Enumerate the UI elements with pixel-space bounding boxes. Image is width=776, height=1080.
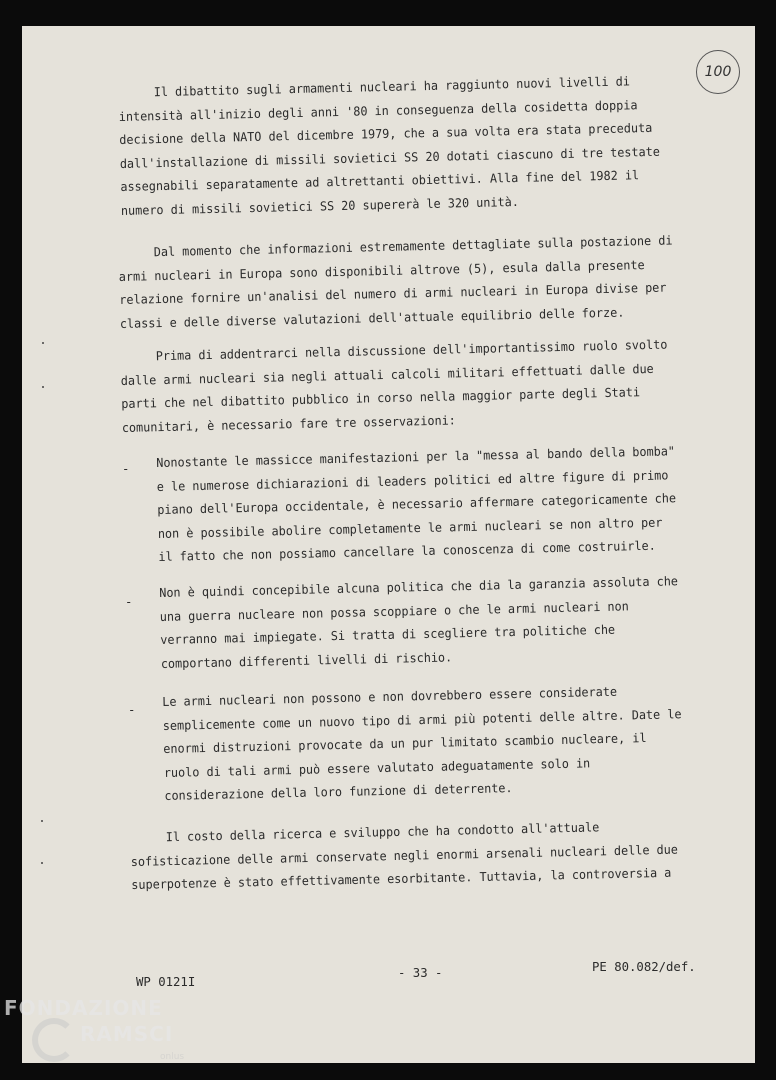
footer-page-number: - 33 - (398, 966, 443, 980)
text-line: intensità all'inizio degli anni '80 in conseguenza della cosidetta doppia (118, 97, 638, 124)
text-line: ruolo di tali armi può essere valutato adeguatamente solo in (163, 755, 591, 780)
page-number-stamp: 100 (696, 50, 740, 94)
text-line: comportano differenti livelli di rischio. (160, 649, 453, 671)
bullet-marker-3: - (128, 703, 136, 717)
text-line: verranno mai impiegate. Si tratta di scegliere tra politiche che (160, 622, 616, 647)
text-line: piano dell'Europa occidentale, è necessario affermare categoricamente che (157, 491, 677, 517)
watermark-foundation-text: FONDAZIONE (4, 996, 163, 1020)
paragraph-4 (130, 815, 679, 898)
text-line: sofisticazione delle armi conservate negli enormi arsenali nucleari delle due (130, 842, 679, 869)
text-line: Dal momento che informazioni estremamente dettagliate sulla postazione di (118, 233, 673, 260)
text-line: Il dibattito sugli armamenti nucleari ha raggiunto nuovi livelli di (118, 74, 631, 100)
text-line: una guerra nucleare non possa scoppiare o che le armi nucleari non (159, 598, 629, 624)
text-line: e le numerose dichiarazioni di leaders politici ed altre figure di primo (156, 467, 669, 494)
margin-mark (41, 820, 43, 822)
text-line: Nonostante le massicce manifestazioni per la "messa al bando della bomba" (156, 444, 676, 470)
bullet-marker-1: - (122, 462, 130, 476)
watermark-g-logo-icon (32, 1018, 76, 1062)
bullet-item-1 (156, 440, 677, 569)
text-line: decisione della NATO del dicembre 1979, che a sua volta era stata preceduta (119, 120, 653, 147)
text-line: numero di missili sovietici SS 20 supererà le 320 unità. (120, 194, 519, 218)
bullet-marker-2: - (125, 595, 133, 609)
margin-mark (42, 386, 44, 388)
text-line: armi nucleari in Europa sono disponibili altrove (5), esula dalla presente (118, 257, 645, 284)
margin-mark (41, 862, 43, 864)
text-line: assegnabili separatamente ad altrettanti obiettivi. Alla fine del 1982 il (120, 168, 640, 194)
text-line: dall'installazione di missili sovietici SS 20 dotati ciascuno di tre testate (119, 144, 661, 171)
paragraph-3 (120, 334, 669, 440)
footer-reference-left: WP 0121I (136, 975, 196, 989)
watermark-onlus-text: onlus (160, 1052, 185, 1062)
bullet-item-3 (162, 679, 683, 808)
paragraph-2 (118, 229, 674, 336)
text-line: non è possibile abolire completamente le armi nucleari se non altro per (157, 515, 663, 541)
text-line: parti che nel dibattito pubblico in corso nella maggior parte degli Stati (121, 385, 641, 411)
footer-reference-right: PE 80.082/def. (592, 960, 696, 974)
paragraph-1 (118, 70, 661, 223)
text-line: relazione fornire un'analisi del numero di armi nucleari in Europa divise per (119, 280, 667, 307)
text-line: il fatto che non possiamo cancellare la conoscenza di come costruirle. (158, 538, 656, 564)
text-line: Il costo della ricerca e sviluppo che ha condotto all'attuale (130, 820, 600, 845)
text-line: enormi distruzioni provocate da un pur limitato scambio nucleare, il (163, 731, 647, 756)
bullet-item-2 (159, 570, 680, 676)
text-line: Prima di addentrarci nella discussione dell'importantissimo ruolo svolto (120, 337, 668, 364)
text-line: comunitari, è necessario fare tre osservazioni: (121, 412, 456, 435)
watermark-gramsci-text: RAMSCI (80, 1022, 174, 1046)
text-line: superpotenze è stato effettivamente esorbitante. Tuttavia, la controversia a (131, 865, 672, 892)
margin-mark (42, 342, 44, 344)
text-line: Non è quindi concepibile alcuna politica che dia la garanzia assoluta che (159, 574, 679, 600)
text-line: Le armi nucleari non possono e non dovrebbero essere considerate (162, 684, 618, 709)
text-line: semplicemente come un nuovo tipo di armi più potenti delle altre. Date le (162, 706, 682, 733)
text-line: considerazione della loro funzione di deterrente. (164, 781, 513, 803)
text-line: dalle armi nucleari sia negli attuali calcoli militari effettuati dalle due (120, 361, 654, 388)
text-line: classi e delle diverse valutazioni dell'attuale equilibrio delle forze. (119, 305, 625, 331)
